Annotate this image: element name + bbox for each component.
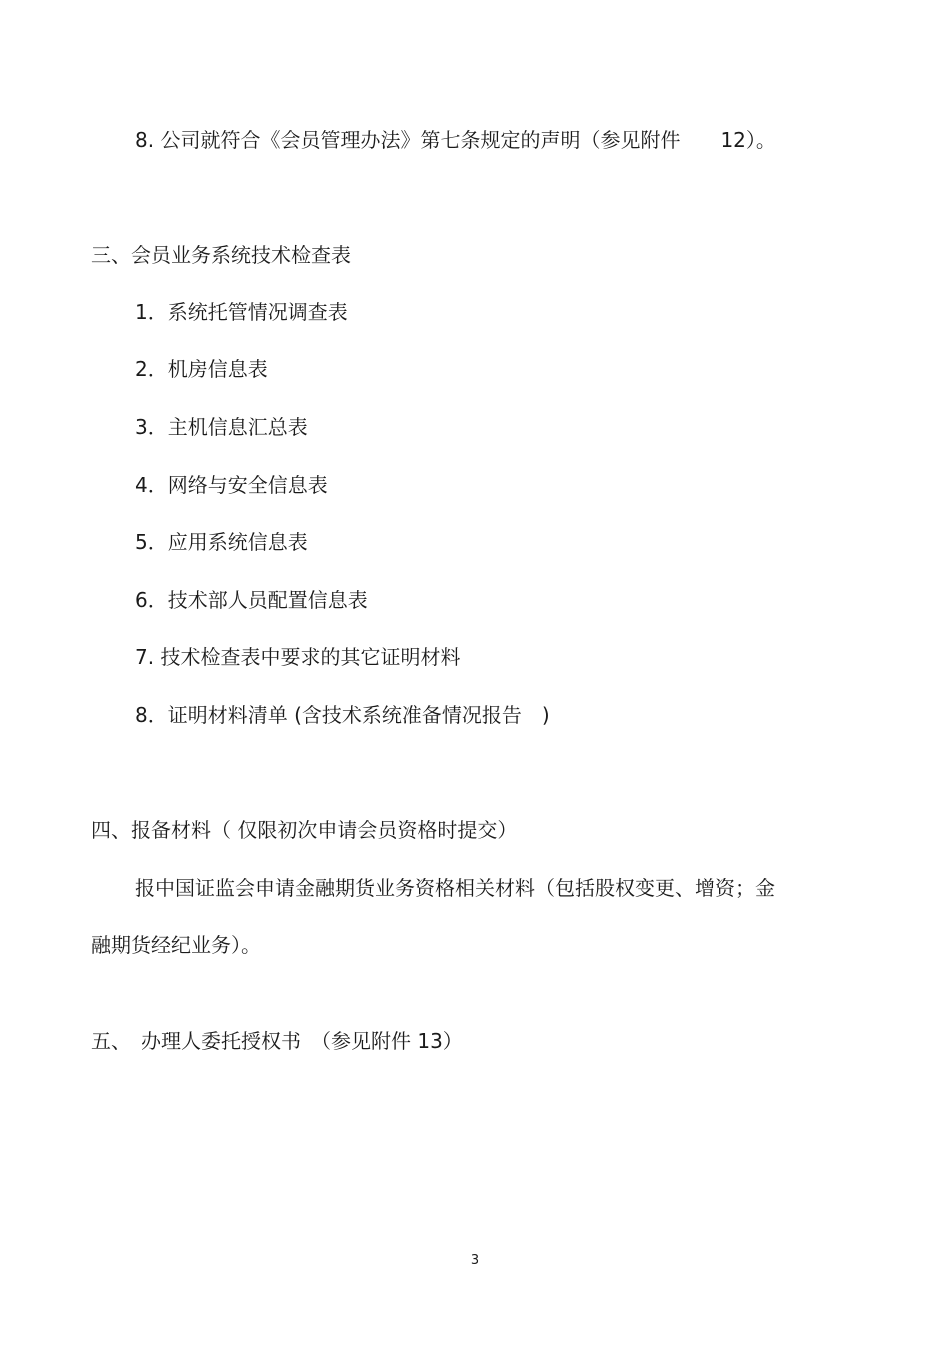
section-4-heading: 四、报备材料（ 仅限初次申请会员资格时提交） xyxy=(91,818,518,842)
list-item: 8．证明材料清单 (含技术系统准备情况报告 ) xyxy=(135,703,550,727)
list-item: 5．应用系统信息表 xyxy=(135,530,308,554)
section-3-heading: 三、会员业务系统技术检查表 xyxy=(91,243,351,267)
item-8-declaration: 8. 公司就符合《会员管理办法》第七条规定的声明（参见附件 12）。 xyxy=(135,128,776,152)
section-5-heading: 五、 办理人委托授权书 （参见附件 13） xyxy=(91,1029,463,1053)
list-item: 4．网络与安全信息表 xyxy=(135,473,328,497)
page-number: 3 xyxy=(470,1253,480,1268)
list-item: 3．主机信息汇总表 xyxy=(135,415,308,439)
list-item: 2．机房信息表 xyxy=(135,357,268,381)
list-item: 7. 技术检查表中要求的其它证明材料 xyxy=(135,645,461,669)
section-4-paragraph-line-1: 报中国证监会申请金融期货业务资格相关材料（包括股权变更、增资；金 xyxy=(135,876,775,900)
list-item: 6．技术部人员配置信息表 xyxy=(135,588,368,612)
list-item: 1．系统托管情况调查表 xyxy=(135,300,348,324)
section-4-paragraph-line-2: 融期货经纪业务）。 xyxy=(91,933,261,957)
